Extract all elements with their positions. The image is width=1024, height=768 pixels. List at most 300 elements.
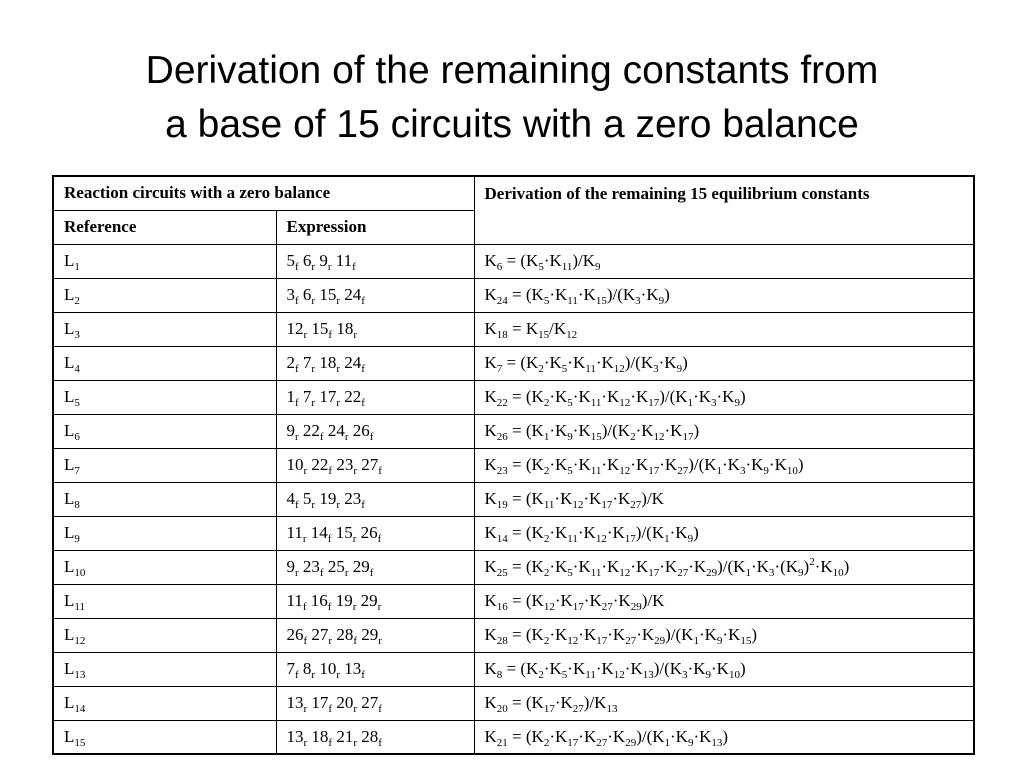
subscript-text: r (352, 533, 357, 545)
table-row (53, 686, 974, 720)
cell-text: ·K (595, 659, 614, 678)
cell-text: 29 (357, 625, 379, 644)
subscript-text: f (295, 669, 299, 681)
subscript-text: r (377, 601, 382, 613)
table-row (53, 652, 974, 686)
cell-text: ·K (577, 285, 596, 304)
derivation-cell (474, 278, 974, 312)
subscript-text: 2 (543, 736, 550, 749)
expression-cell (276, 720, 474, 754)
expression-cell (276, 278, 474, 312)
cell-text: 26 (356, 523, 378, 542)
subscript-text: 18 (496, 329, 508, 341)
subscript-text: 9 (676, 363, 683, 375)
subscript-text: 12 (613, 363, 625, 375)
cell-text: L (64, 659, 75, 678)
expression-cell (276, 346, 474, 380)
subscript-text: 6 (496, 261, 503, 273)
cell-text: ·K (543, 353, 562, 372)
cell-text: 8 (298, 659, 312, 678)
subscript-text: 16 (496, 601, 508, 613)
reference-cell (53, 550, 276, 584)
subscript-text: r (353, 329, 358, 341)
reference-cell (53, 584, 276, 618)
cell-text: ·K (549, 625, 568, 644)
subscript-text: 5 (561, 363, 568, 375)
cell-text: ·K (572, 387, 591, 406)
cell-text: 15 (315, 285, 337, 304)
subscript-text: 5 (561, 669, 568, 681)
cell-text: ·K (554, 693, 573, 712)
derivation-cell (474, 482, 974, 516)
subscript-text: f (295, 397, 299, 409)
cell-text: 7 (298, 387, 312, 406)
cell-text: 25 (323, 557, 345, 576)
subscript-text: r (344, 431, 349, 443)
reference-cell (53, 278, 276, 312)
cell-text: 18 (315, 353, 337, 372)
expression-cell (276, 686, 474, 720)
subscript-text: 24 (496, 295, 508, 307)
subscript-text: r (336, 499, 341, 511)
cell-text: K (484, 557, 497, 576)
cell-text: ·K (549, 557, 568, 576)
slide-title (0, 44, 1024, 152)
subscript-text: f (328, 736, 333, 749)
cell-text: L (64, 557, 75, 576)
subscript-text: 11 (561, 261, 573, 273)
subscript-text: 1 (664, 736, 671, 749)
expression-cell (276, 550, 474, 584)
subscript-text: 9 (716, 635, 723, 647)
subscript-text: 14 (496, 533, 508, 545)
subscript-text: 10 (728, 669, 740, 681)
subscript-text: r (311, 363, 316, 375)
subscript-text: r (353, 736, 358, 749)
reference-cell (53, 686, 276, 720)
subscript-text: 5 (74, 397, 80, 409)
subscript-text: r (352, 601, 357, 613)
cell-text: ·K (567, 659, 586, 678)
subscript-text: 9 (567, 431, 573, 443)
cell-text: ·K (549, 726, 568, 746)
cell-text: L (64, 693, 75, 712)
cell-text: = (K (507, 625, 544, 644)
derivation-cell (474, 652, 974, 686)
cell-text: L (64, 591, 75, 610)
expression-cell (276, 380, 474, 414)
cell-text: ·K (549, 455, 568, 474)
table-row (53, 482, 974, 516)
subscript-text: r (311, 295, 316, 307)
cell-text: L (64, 455, 75, 474)
reference-cell (53, 448, 276, 482)
subscript-text: r (336, 295, 341, 307)
table-row (53, 414, 974, 448)
cell-text: 6 (298, 251, 312, 270)
subscript-text: 13 (711, 736, 723, 749)
subscript-text: r (336, 363, 341, 375)
subscript-text: 17 (543, 703, 555, 715)
subscript-text: 11 (590, 465, 602, 477)
cell-text: )/K (641, 489, 664, 508)
subscript-text: 3 (682, 669, 688, 681)
cell-text: 5 (298, 489, 312, 508)
cell-text: 22 (340, 387, 362, 406)
subscript-text: f (328, 329, 333, 341)
subscript-text: 12 (619, 465, 631, 477)
reference-cell (53, 346, 276, 380)
subscript-text: r (328, 635, 333, 647)
cell-text: 9 (286, 421, 295, 440)
subscript-text: 11 (590, 397, 602, 409)
cell-text: ·K (549, 421, 568, 440)
cell-text: )/(K (653, 659, 683, 678)
subscript-text: 27 (677, 567, 689, 579)
subscript-text: 11 (585, 363, 596, 375)
subscript-text: 17 (567, 736, 579, 749)
cell-text: ·(K (774, 557, 799, 576)
header-derivation: Derivation of the remaining 15 equilibrium constants (474, 176, 974, 244)
cell-text: = K (507, 319, 539, 338)
subscript-text: 20 (496, 703, 508, 715)
cell-text: = (K (502, 353, 539, 372)
cell-text: ·K (658, 353, 677, 372)
subscript-text: 11 (590, 567, 602, 579)
slide-title-line-1: Derivation of the remaining constants from (145, 49, 879, 92)
subscript-text: f (361, 363, 365, 375)
subscript-text: 2 (538, 669, 544, 681)
cell-text: )/(K (717, 557, 746, 576)
cell-text: ) (664, 285, 670, 304)
cell-text: 16 (306, 591, 328, 610)
cell-text: 27 (357, 455, 379, 474)
subscript-text: r (311, 261, 316, 273)
cell-text: ·K (659, 557, 678, 576)
subscript-text: 1 (745, 567, 751, 579)
expression-cell (276, 414, 474, 448)
subscript-text: f (369, 567, 374, 579)
subscript-text: 15 (74, 736, 86, 749)
cell-text: K (484, 693, 497, 712)
subscript-text: 12 (619, 397, 631, 409)
subscript-text: 25 (496, 567, 508, 579)
cell-text: K (484, 319, 497, 338)
derivation-cell (474, 550, 974, 584)
cell-text: ·K (640, 285, 659, 304)
subscript-text: f (352, 261, 356, 273)
cell-text: = (K (502, 659, 539, 678)
subscript-text: 8 (496, 669, 503, 681)
subscript-text: 13 (74, 669, 86, 681)
subscript-text: 2 (543, 533, 550, 545)
subscript-text: 27 (596, 736, 608, 749)
subscript-text: 2 (538, 363, 544, 375)
cell-text: K (484, 251, 497, 270)
reference-cell (53, 380, 276, 414)
cell-text: ·K (814, 557, 833, 576)
cell-text: = (K (507, 726, 544, 746)
subscript-text: 3 (768, 567, 775, 579)
cell-text: ·K (716, 387, 735, 406)
cell-text: 27 (307, 625, 329, 644)
cell-text: ·K (624, 659, 643, 678)
subscript-text: 5 (567, 397, 573, 409)
subscript-text: 12 (653, 431, 665, 443)
subscript-text: f (327, 601, 332, 613)
cell-text: = (K (507, 591, 544, 610)
subscript-text: f (378, 736, 382, 749)
cell-text: ) (803, 557, 810, 576)
subscript-text: 2 (543, 635, 550, 647)
subscript-text: 11 (543, 499, 555, 511)
subscript-text: 12 (595, 533, 607, 545)
cell-text: 17 (307, 693, 329, 712)
subscript-text: f (378, 465, 382, 477)
table-row (53, 346, 974, 380)
subscript-text: 17 (682, 431, 694, 443)
cell-text: 13 (286, 726, 304, 746)
cell-text: 17 (315, 387, 337, 406)
derivation-cell (474, 312, 974, 346)
subscript-text: 17 (648, 397, 660, 409)
subscript-text: 13 (606, 703, 618, 715)
subscript-text: 12 (619, 567, 631, 579)
cell-text: 11 (286, 591, 303, 610)
subscript-text: 29 (706, 567, 718, 579)
cell-text: = (K (507, 455, 544, 474)
subscript-text: 5 (543, 295, 550, 307)
subscript-text: r (344, 567, 349, 579)
cell-text: ·K (567, 353, 586, 372)
subscript-text: 2 (74, 295, 80, 307)
expression-cell (276, 312, 474, 346)
cell-text: ·K (578, 726, 597, 746)
cell-text: ) (693, 421, 700, 440)
cell-text: = (K (507, 693, 544, 712)
subscript-text: f (369, 431, 374, 443)
cell-text: )/K (572, 251, 596, 270)
subscript-text: 5 (567, 465, 573, 477)
cell-text: L (64, 319, 75, 338)
subscript-text: 9 (705, 669, 712, 681)
cell-text: )/(K (665, 625, 694, 644)
subscript-text: f (361, 499, 365, 511)
subscript-text: f (353, 635, 358, 647)
subscript-text: 11 (567, 533, 578, 545)
cell-text: ) (682, 353, 688, 372)
reference-cell (53, 482, 276, 516)
cell-text: ·K (572, 557, 591, 576)
cell-text: 18 (332, 319, 354, 338)
subscript-text: 17 (648, 567, 660, 579)
superscript-text: 2 (809, 556, 815, 568)
cell-text: ) (739, 659, 746, 678)
cell-text: 26 (348, 421, 370, 440)
derivation-cell (474, 244, 974, 278)
subscript-text: 3 (711, 397, 717, 409)
subscript-text: 27 (630, 499, 642, 511)
cell-text: 29 (356, 591, 378, 610)
subscript-text: 3 (635, 295, 641, 307)
subscript-text: 21 (496, 736, 508, 749)
cell-text: )/(K (601, 421, 631, 440)
cell-text: 6 (298, 285, 312, 304)
cell-text: ·K (549, 523, 568, 542)
cell-text: 19 (331, 591, 353, 610)
cell-text: 27 (357, 693, 379, 712)
cell-text: K (484, 659, 497, 678)
subscript-text: r (353, 465, 358, 477)
cell-text: ·K (578, 625, 597, 644)
subscript-text: 9 (687, 736, 694, 749)
table-body (53, 244, 974, 754)
cell-text: ·K (687, 659, 706, 678)
table-row (53, 244, 974, 278)
subscript-text: r (311, 499, 316, 511)
cell-text: ·K (543, 659, 562, 678)
cell-text: K (484, 285, 497, 304)
subscript-text: f (361, 397, 365, 409)
subscript-text: 29 (654, 635, 666, 647)
subscript-text: r (327, 261, 332, 273)
cell-text: = (K (507, 387, 544, 406)
subscript-text: 5 (567, 567, 573, 579)
subscript-text: 3 (739, 465, 746, 477)
derivation-cell (474, 380, 974, 414)
cell-text: ·K (601, 455, 620, 474)
cell-text: L (64, 251, 75, 270)
cell-text: ·K (693, 387, 712, 406)
subscript-text: 12 (613, 669, 625, 681)
subscript-text: f (303, 635, 308, 647)
subscript-text: r (311, 397, 316, 409)
reference-cell (53, 414, 276, 448)
cell-text: )/(K (636, 726, 665, 746)
cell-text: 20 (332, 693, 354, 712)
derivation-cell (474, 346, 974, 380)
cell-text: = (K (507, 557, 544, 576)
header-reference: Reference (53, 210, 276, 244)
cell-text: ·K (554, 591, 573, 610)
cell-text: ·K (601, 387, 620, 406)
expression-cell (276, 618, 474, 652)
cell-text: 24 (323, 421, 345, 440)
cell-text: ) (751, 625, 758, 644)
cell-text: L (64, 421, 75, 440)
cell-text: 3 (286, 285, 295, 304)
cell-text: K (484, 421, 497, 440)
subscript-text: 8 (74, 499, 80, 511)
cell-text: 10 (286, 455, 304, 474)
subscript-text: 26 (496, 431, 508, 443)
table-row (53, 720, 974, 754)
subscript-text: 7 (74, 465, 80, 477)
cell-text: 9 (315, 251, 328, 270)
header-reaction-circuits: Reaction circuits with a zero balance (53, 176, 474, 210)
cell-text: ·K (630, 387, 649, 406)
cell-text: K (484, 455, 497, 474)
derivation-cell (474, 618, 974, 652)
cell-text: = (K (507, 285, 544, 304)
subscript-text: 15 (590, 431, 602, 443)
expression-cell (276, 652, 474, 686)
equilibrium-constants-table (52, 175, 975, 755)
subscript-text: 17 (601, 499, 613, 511)
expression-cell (276, 448, 474, 482)
cell-text: )/K (583, 693, 607, 712)
cell-text: ·K (768, 455, 787, 474)
subscript-text: r (303, 329, 308, 341)
cell-text: )/(K (688, 455, 717, 474)
subscript-text: 12 (543, 601, 555, 613)
cell-text: L (64, 489, 75, 508)
subscript-text: 17 (596, 635, 608, 647)
subscript-text: 28 (496, 635, 508, 647)
cell-text: ·K (549, 387, 568, 406)
table-row (53, 312, 974, 346)
subscript-text: 2 (543, 567, 550, 579)
cell-text: L (64, 285, 75, 304)
subscript-text: 7 (496, 363, 503, 375)
subscript-text: f (302, 601, 307, 613)
cell-text: 15 (307, 319, 329, 338)
cell-text: ·K (722, 455, 740, 474)
cell-text: ·K (664, 421, 683, 440)
subscript-text: 9 (658, 295, 665, 307)
subscript-text: r (336, 397, 341, 409)
subscript-text: 9 (595, 261, 601, 273)
cell-text: ·K (543, 251, 562, 270)
cell-text: 2 (286, 353, 295, 372)
table-row (53, 448, 974, 482)
table-row (53, 550, 974, 584)
cell-text: ·K (750, 557, 769, 576)
subscript-text: 9 (798, 567, 804, 579)
cell-text: )/(K (659, 387, 688, 406)
subscript-text: 1 (664, 533, 670, 545)
subscript-text: r (303, 465, 308, 477)
subscript-text: 27 (572, 703, 584, 715)
subscript-text: 11 (567, 295, 578, 307)
subscript-text: 2 (543, 465, 550, 477)
cell-text: ·K (612, 591, 631, 610)
subscript-text: r (302, 533, 307, 545)
cell-text: 23 (340, 489, 362, 508)
cell-text: 18 (307, 726, 329, 746)
subscript-text: 11 (585, 669, 596, 681)
subscript-text: 1 (687, 397, 694, 409)
derivation-cell (474, 686, 974, 720)
subscript-text: f (361, 669, 365, 681)
cell-text: )/(K (624, 353, 654, 372)
subscript-text: 17 (572, 601, 584, 613)
header-row-group (53, 176, 974, 210)
cell-text: L (64, 387, 75, 406)
cell-text: K (484, 489, 497, 508)
reference-cell (53, 516, 276, 550)
header-expression: Expression (276, 210, 474, 244)
table-row (53, 516, 974, 550)
subscript-text: 5 (538, 261, 544, 273)
derivation-cell (474, 516, 974, 550)
subscript-text: f (295, 499, 299, 511)
subscript-text: f (319, 567, 324, 579)
subscript-text: 12 (572, 499, 584, 511)
subscript-text: 10 (786, 465, 798, 477)
cell-text: ) (722, 726, 729, 746)
cell-text: L (64, 523, 75, 542)
